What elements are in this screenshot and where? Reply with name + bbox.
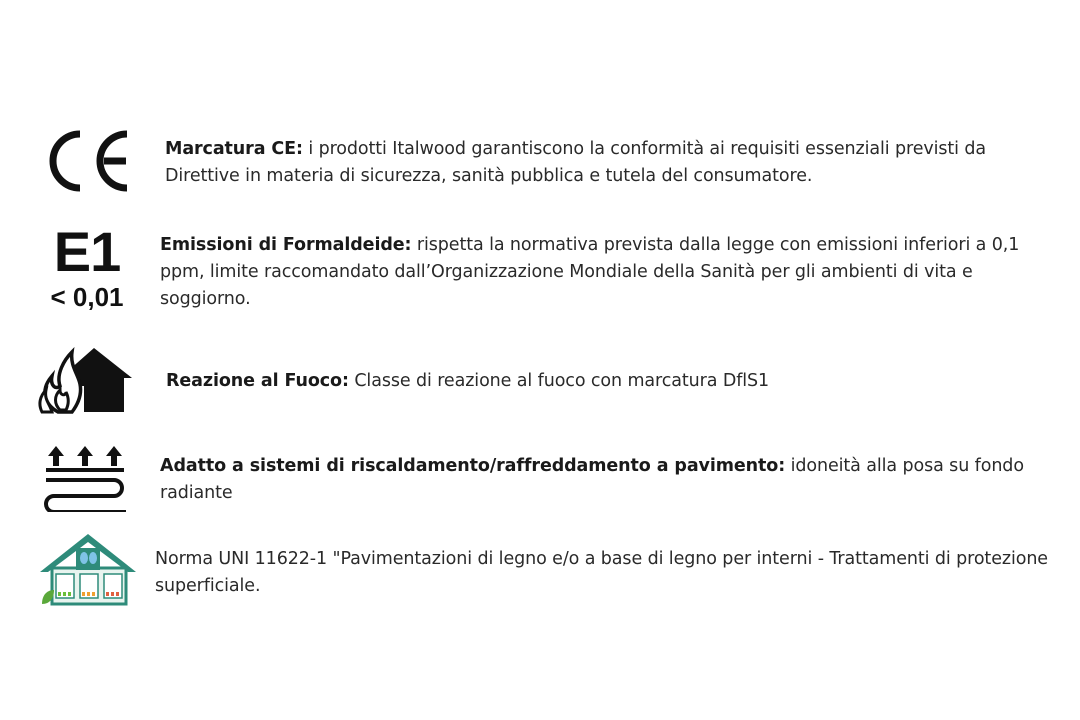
e1-emission-icon <box>44 222 130 312</box>
feature-text-fire <box>166 368 1046 395</box>
feature-title: Emissioni di Formaldeide: <box>160 235 412 255</box>
e1-sublabel: < 0,01 <box>50 282 124 312</box>
feature-description: Classe di reazione al fuoco con marcatura DflS1 <box>354 371 770 391</box>
feature-description: idoneità alla posa su fondo radiante <box>160 456 1024 503</box>
feature-text-ce <box>165 136 1055 190</box>
green-house-icon <box>40 532 138 606</box>
feature-description: rispetta la normativa prevista dalla legge con emissioni inferiori a 0,1 ppm, limite raccomandato dall’Organizzazione Mondiale della Sanità per gli ambienti di vita e soggiorno. <box>160 235 1020 309</box>
feature-text-e1 <box>160 232 1050 313</box>
e1-label: E1 <box>53 220 121 283</box>
feature-text-heating <box>160 453 1050 507</box>
feature-title: Marcatura CE: <box>165 139 303 159</box>
feature-title: Adatto a sistemi di riscaldamento/raffreddamento a pavimento: <box>160 456 786 476</box>
feature-text-uni <box>155 546 1055 600</box>
floor-heating-icon <box>42 444 128 512</box>
ce-mark-icon <box>42 128 132 194</box>
fire-house-icon <box>38 346 134 414</box>
feature-title: Reazione al Fuoco: <box>166 371 349 391</box>
feature-description: Norma UNI 11622-1 "Pavimentazioni di legno e/o a base di legno per interni - Trattamenti di protezione superficiale. <box>155 549 1048 596</box>
feature-description: i prodotti Italwood garantiscono la conformità ai requisiti essenziali previsti da Direttive in materia di sicurezza, sanità pubblica e tutela del consumatore. <box>165 139 987 186</box>
